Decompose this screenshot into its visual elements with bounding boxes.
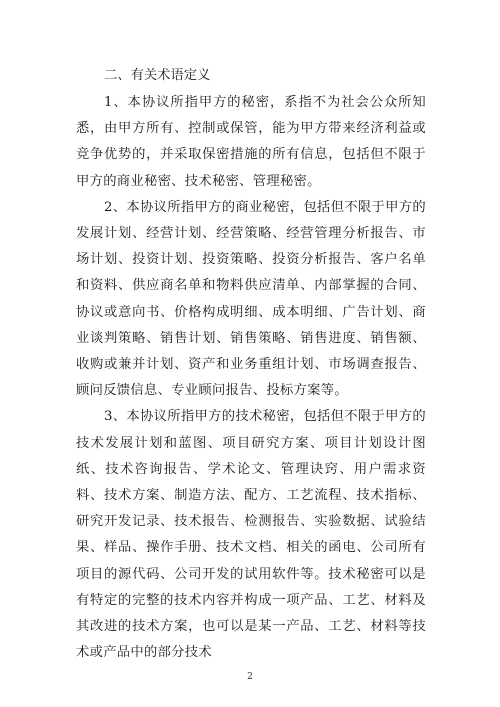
paragraph-commercial-secrets: 2、本协议所指甲方的商业秘密，包括但不限于甲方的发展计划、经营计划、经营策略、经营管理分析报告、市场计划、投资计划、投资策略、投资分析报告、客户名单和资料、供应商名单和物料供应清单、内部掌握的合同、协议或意向书、价格构成明细、成本明细、广告计划、商业谈判策略、销售计划、销售策略、销售进度、销售额、收购或兼并计划、资产和业务重组计划、市场调查报告、顾问反馈信息、专业顾问报告、投标方案等。 xyxy=(76,199,426,399)
paragraph-technical-secrets: 3、本协议所指甲方的技术秘密，包括但不限于甲方的技术发展计划和蓝图、项目研究方案、项目计划设计图纸、技术咨询报告、学术论文、管理诀窍、用户需求资料、技术方案、制造方法、配方、工艺流程、技术指标、研究开发记录、技术报告、检测报告、实验数据、试验结果、样品、操作手册、技术文档、相关的函电、公司所有项目的源代码、公司开发的试用软件等。技术秘密可以是有特定的完整的技术内容并构成一项产品、工艺、材料及其改进的技术方案，也可以是某一产品、工艺、材料等技术或产品中的部分技术 xyxy=(76,409,426,661)
document-body xyxy=(76,62,426,666)
section-heading: 二、有关术语定义 xyxy=(104,68,211,83)
page-number: 2 xyxy=(247,672,253,682)
paragraph-confidential-definition: 1、本协议所指甲方的秘密，系指不为社会公众所知悉，由甲方所有、控制或保管，能为甲方带来经济利益或竞争优势的，并采取保密措施的所有信息，包括但不限于甲方的商业秘密、技术秘密、管理秘密。 xyxy=(76,95,426,189)
